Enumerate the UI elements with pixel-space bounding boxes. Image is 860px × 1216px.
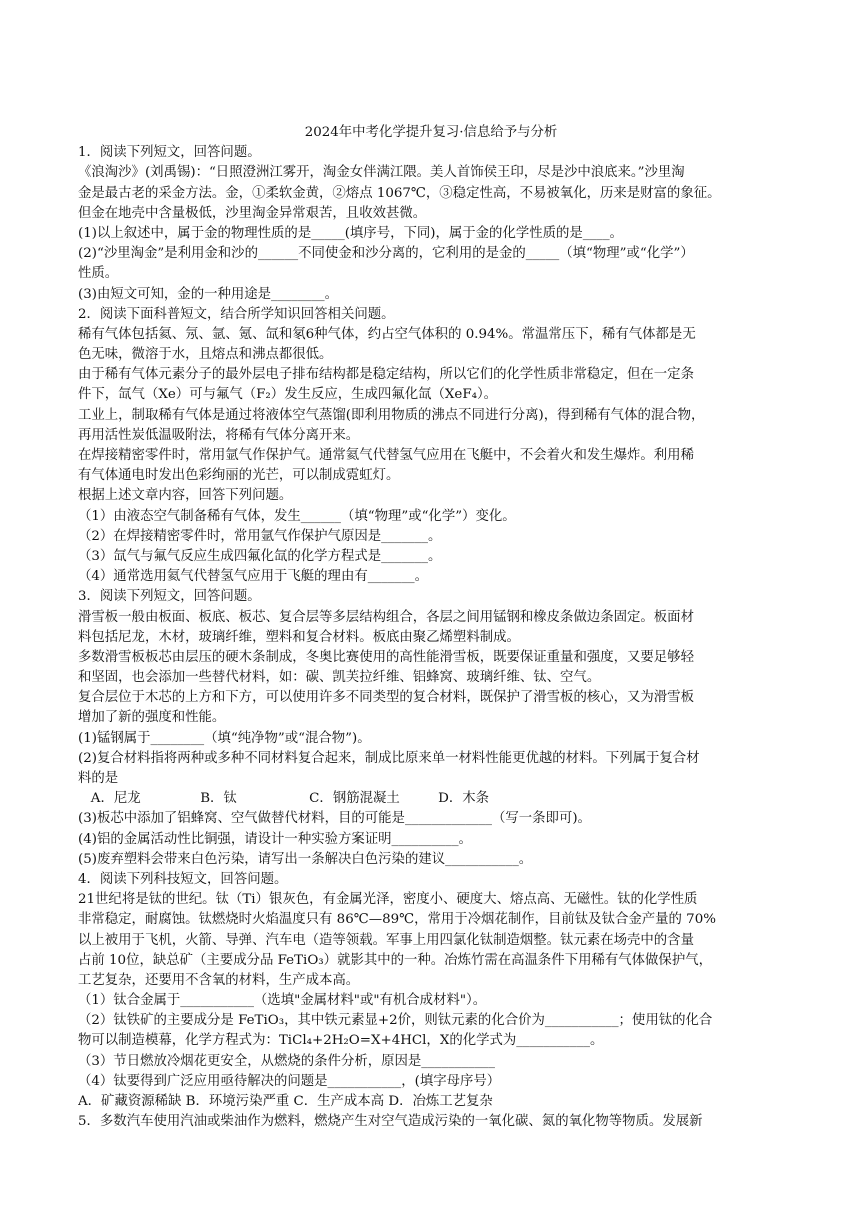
text-line: 在焊接精密零件时，常用氩气作保护气。通常氦气代替氢气应用在飞艇中，不会着火和发生爆炸。利用稀 bbox=[78, 448, 694, 463]
text-line: 稀有气体包括氦、氖、氩、氪、氙和氡6种气体，约占空气体积的 0.94%。常温常压下，稀有气体都是无 bbox=[78, 326, 696, 342]
text-line: （1）钛合金属于___________（选填"金属材料"或"有机合成材料"）。 bbox=[78, 993, 487, 1009]
text-line: (1)以上叙述中，属于金的物理性质的是_____(填序号，下同)，属于金的化学性质的是____。 bbox=[78, 225, 623, 241]
text-line: 21世纪将是钛的世纪。钛（Ti）银灰色，有金属光泽，密度小、硬度大、熔点高、无磁性。钛的化学性质 bbox=[78, 892, 698, 908]
text-line: (3)由短文可知，金的一种用途是________。 bbox=[78, 286, 338, 302]
text-line: 非常稳定，耐腐蚀。钛燃烧时火焰温度只有 86℃—89℃，常用于冷烟花制作，目前钛及钛合金产量的 70% bbox=[78, 912, 716, 928]
text-line: （3）节日燃放冷烟花更安全，从燃烧的条件分析，原因是___________ bbox=[78, 1053, 495, 1069]
text-line: A．尼龙 B．钛 C．钢筋混凝土 D．木条 bbox=[78, 791, 489, 807]
text-line: (2)“沙里淘金”是利用金和沙的______不同使金和沙分离的，它利用的是金的_____（填“物理”或“化学”） bbox=[78, 246, 694, 262]
text-line: （2）钛铁矿的主要成分是 FeTiO₃，其中铁元素显+2价，则钛元素的化合价为___________；使用钛的化合 bbox=[78, 1013, 713, 1029]
text-line: 但金在地壳中含量极低，沙里淘金异常艰苦，且收效甚微。 bbox=[78, 205, 427, 221]
text-line: (4)铝的金属活动性比铜强，请设计一种实验方案证明__________。 bbox=[78, 831, 472, 847]
text-line: 物可以制造模幕，化学方程式为：TiCl₄+2H₂O=X+4HCl，X的化学式为___________。 bbox=[78, 1033, 604, 1049]
text-line: 料的是 bbox=[78, 771, 119, 786]
text-line: 根据上述文章内容，回答下列问题。 bbox=[78, 488, 293, 504]
page-title: 2024年中考化学提升复习·信息给予与分析 bbox=[304, 125, 558, 140]
text-line: 金是最古老的采金方法。金，①柔软金黄，②熔点 1067℃，③稳定性高，不易被氧化，历来是财富的象征。 bbox=[78, 185, 721, 201]
text-line: (5)废弃塑料会带来白色污染，请写出一条解决白色污染的建议___________。 bbox=[78, 851, 533, 867]
text-line: 复合层位于木芯的上方和下方，可以使用许多不同类型的复合材料，既保护了滑雪板的核心，又为滑雪板 bbox=[78, 690, 694, 706]
text-line: 工艺复杂，还要用不含氧的材料，生产成本高。 bbox=[78, 972, 360, 988]
text-line: (3)板芯中添加了铝蜂窝、空气做替代材料，目的可能是_____________（写一条即可)。 bbox=[78, 811, 591, 827]
text-line: 再用活性炭低温吸附法，将稀有气体分离开来。 bbox=[78, 427, 360, 443]
text-line: 1．阅读下列短文，回答问题。 bbox=[78, 145, 261, 161]
text-line: 性质。 bbox=[78, 266, 119, 282]
text-line: （4）通常选用氦气代替氢气应用于飞艇的理由有_______。 bbox=[78, 569, 428, 585]
document-page bbox=[78, 123, 784, 1132]
text-line: （3）氙气与氟气反应生成四氟化氙的化学方程式是_______。 bbox=[78, 548, 442, 564]
text-line: 料包括尼龙，木材，玻璃纤维，塑料和复合材料。板底由聚乙烯塑料制成。 bbox=[78, 629, 520, 645]
text-line: A．矿藏资源稀缺 B．环境污染严重 C．生产成本高 D．冶炼工艺复杂 bbox=[78, 1094, 493, 1109]
text-line: (2)复合材料指将两种或多种不同材料复合起来，制成比原来单一材料性能更优越的材料。下列属于复合材 bbox=[78, 750, 700, 766]
text-line: （2）在焊接精密零件时，常用氩气作保护气原因是_______。 bbox=[78, 528, 442, 544]
text-line: 多数滑雪板板芯由层压的硬木条制成，冬奥比赛使用的高性能滑雪板，既要保证重量和强度，又要足够轻 bbox=[78, 649, 694, 665]
text-line: 色无味，微溶于水，且熔点和沸点都很低。 bbox=[78, 347, 333, 363]
text-line: （4）钛要得到广泛应用亟待解决的问题是___________，(填字母序号） bbox=[78, 1073, 501, 1089]
text-line: 增加了新的强度和性能。 bbox=[78, 710, 226, 726]
text-line: 2．阅读下面科普短文，结合所学知识回答相关问题。 bbox=[78, 306, 395, 322]
text-line: (1)锰钢属于________（填“纯净物”或“混合物”)。 bbox=[78, 730, 371, 746]
text-line: 4．阅读下列科技短文，回答问题。 bbox=[78, 871, 288, 887]
text-line: 3．阅读下列短文，回答问题。 bbox=[78, 589, 261, 605]
text-line: 5．多数汽车使用汽油或柴油作为燃料，燃烧产生对空气造成污染的一氧化碳、氮的氧化物等物质。发展新 bbox=[78, 1114, 703, 1130]
document-body bbox=[78, 143, 784, 1132]
text-line: 由于稀有气体元素分子的最外层电子排布结构都是稳定结构，所以它们的化学性质非常稳定，但在一定条 bbox=[78, 367, 694, 383]
text-line: 以上被用于飞机，火箭、导弹、汽车电（造等领载。军事上用四氯化钛制造烟整。钛元素在场壳中的含量 bbox=[78, 932, 694, 948]
text-line: 工业上，制取稀有气体是通过将液体空气蒸馏(即利用物质的沸点不同进行分离)，得到稀有气体的混合物， bbox=[78, 407, 705, 423]
text-line: 和坚固，也会添加一些替代材料，如：碳、凯芙拉纤维、铝蜂窝、玻璃纤维、钛、空气。 bbox=[78, 670, 601, 686]
text-line: 滑雪板一般由板面、板底、板芯、复合层等多层结构组合，各层之间用锰钢和橡皮条做边条固定。板面材 bbox=[78, 609, 694, 625]
text-line: 有气体通电时发出色彩绚丽的光芒，可以制成霓虹灯。 bbox=[78, 468, 400, 484]
text-line: 《浪淘沙》(刘禹锡)：“日照澄洲江雾开，淘金女伴满江隈。美人首饰侯王印，尽是沙中浪底来。”沙里淘 bbox=[78, 165, 685, 181]
text-line: 占前 10位，缺总矿（主要成分品 FeTiO₃）就影其中的一种。冶炼竹需在高温条件下用稀有气体做保护气， bbox=[78, 952, 712, 968]
text-line: （1）由液态空气制备稀有气体，发生______（填“物理”或“化学”）变化。 bbox=[78, 508, 516, 524]
text-line: 件下，氙气（Xe）可与氟气（F₂）发生反应，生成四氟化氙（XeF₄）。 bbox=[78, 387, 498, 403]
